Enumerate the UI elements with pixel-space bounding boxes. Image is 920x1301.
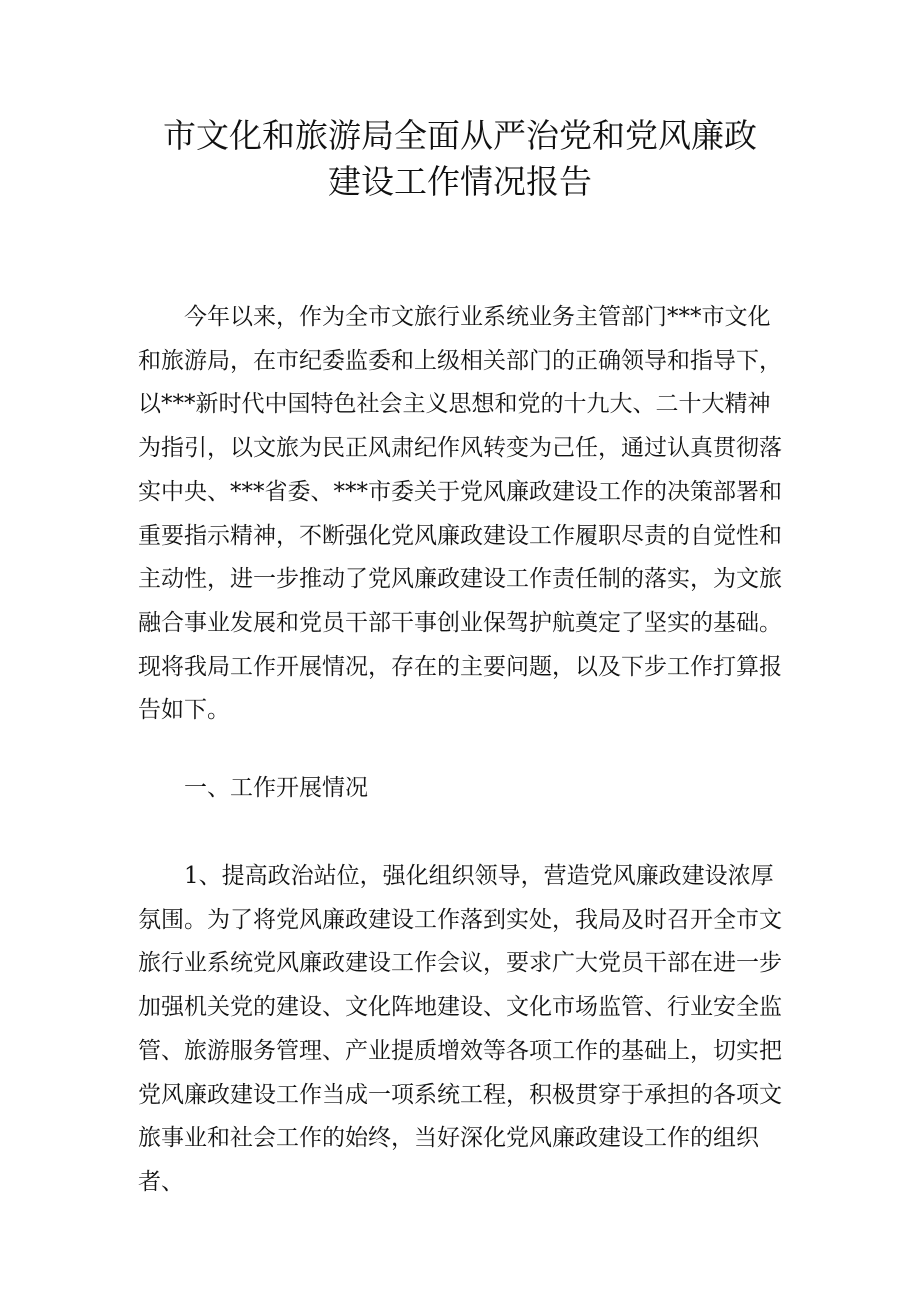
title-line-2: 建设工作情况报告 [328,162,592,201]
section-paragraph-1: 1、提高政治站位，强化组织领导，营造党风廉政建设浓厚氛围。为了将党风廉政建设工作落到实处，我局及时召开全市文旅行业系统党风廉政建设工作会议，要求广大党员干部在进一步加强机关党的建设、文化阵地建设、文化市场监管、行业安全监管、旅游服务管理、产业提质增效等各项工作的基础上，切实把党风廉政建设工作当成一项系统工程，积极贯穿于承担的各项文旅事业和社会工作的始终，当好深化党风廉政建设工作的组织者、 [138,863,782,1195]
section-heading: 一、工作开展情况 [184,775,368,801]
document-title [0,113,920,205]
title-line-1: 市文化和旅游局全面从严治党和党风廉政 [163,116,757,155]
intro-paragraph: 今年以来，作为全市文旅行业系统业务主管部门***市文化和旅游局，在市纪委监委和上级相关部门的正确领导和指导下，以***新时代中国特色社会主义思想和党的十九大、二十大精神为指引，以文旅为民正风肃纪作风转变为己任，通过认真贯彻落实中央、***省委、***市委关于党风廉政建设工作的决策部署和重要指示精神，不断强化党风廉政建设工作履职尽责的自觉性和主动性，进一步推动了党风廉政建设工作责任制的落实，为文旅融合事业发展和党员干部干事创业保驾护航奠定了坚实的基础。现将我局工作开展情况，存在的主要问题，以及下步工作打算报告如下。 [138,304,782,724]
